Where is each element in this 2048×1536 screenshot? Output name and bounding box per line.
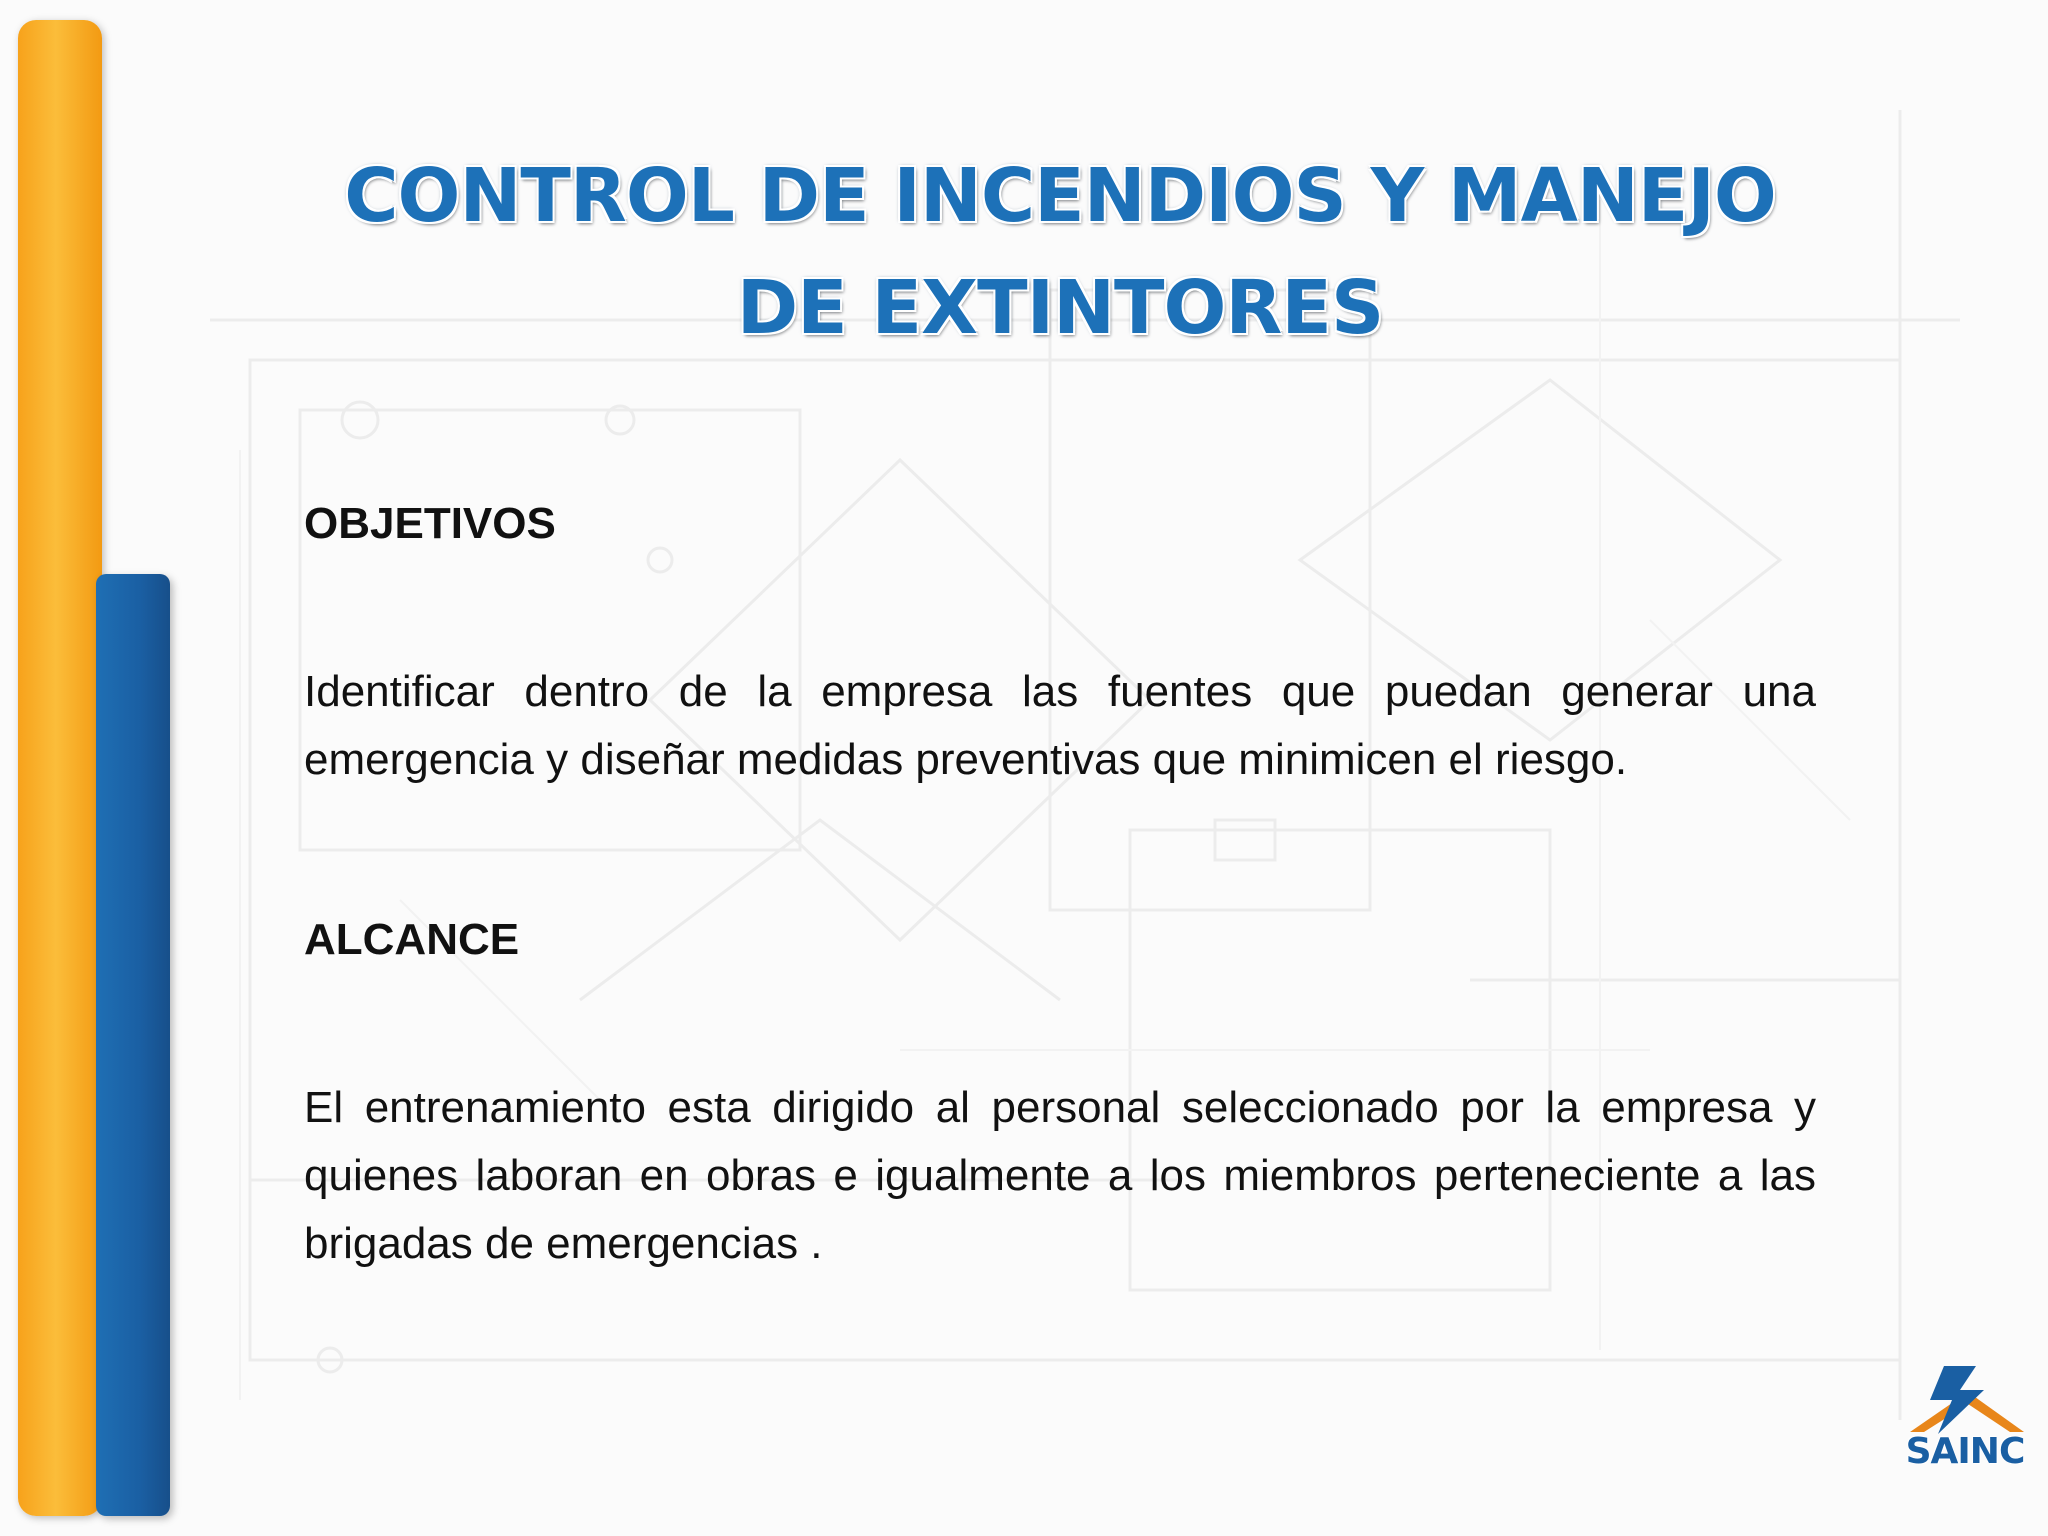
section-heading-alcance: ALCANCE: [304, 915, 520, 964]
orange-side-bar: [18, 20, 102, 1516]
blue-side-bar: [96, 574, 170, 1516]
logo-text: SAINC: [1905, 1431, 2025, 1472]
section-body-objetivos: Identificar dentro de la empresa las fuentes que puedan generar una emergencia y diseñar medidas preventivas que minimicen el riesgo.: [304, 667, 1816, 784]
slide-content: [304, 490, 1816, 1278]
lightning-roof-icon: [1904, 1362, 2026, 1442]
section-body-alcance: El entrenamiento esta dirigido al personal seleccionado por la empresa y quienes laboran en obras e igualmente a los miembros perteneciente a las brigadas de emergencias .: [304, 1083, 1816, 1268]
company-logo: [1904, 1362, 2026, 1492]
section-heading-objetivos: OBJETIVOS: [304, 499, 556, 548]
slide-title: CONTROL DE INCENDIOS Y MANEJO DE EXTINTORES: [344, 153, 1776, 351]
